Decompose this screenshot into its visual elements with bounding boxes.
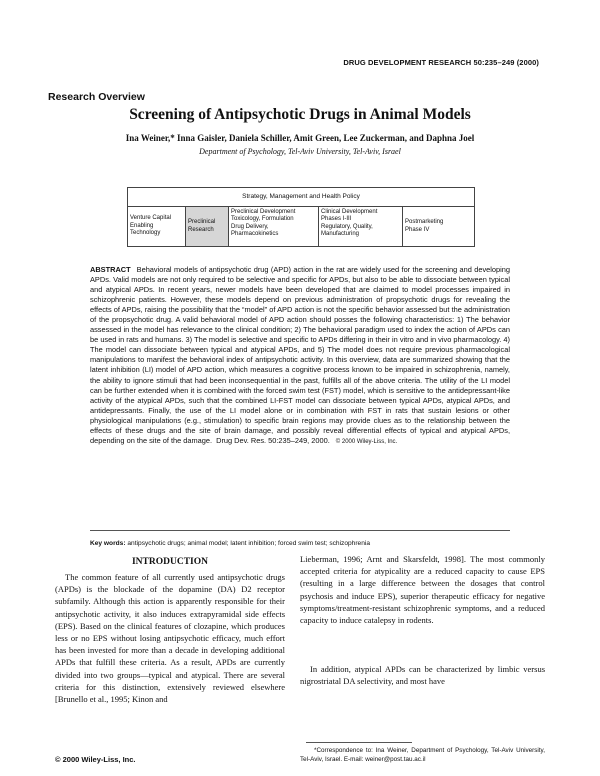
stage-line: Toxicology, Formulation <box>231 216 294 223</box>
stage-line: Postmarketing <box>405 219 444 226</box>
abstract <box>90 265 510 447</box>
stage-line: Clinical Development <box>321 209 378 215</box>
stage-line: Phases I-III <box>321 216 352 223</box>
footnote-divider <box>306 742 412 743</box>
stage-line: Venture Capital <box>130 215 172 222</box>
stage-line: Research <box>188 226 214 233</box>
pipeline-stage <box>403 207 474 246</box>
body-column-right-paragraph: In addition, atypical APDs can be characterized by limbic versus nigrostriatal DA selectivity, and most have <box>300 664 545 687</box>
stage-line: Preclinical <box>188 219 216 226</box>
stage-line: Regulatory, Quality, <box>321 223 373 230</box>
article-title: Screening of Antipsychotic Drugs in Animal Models <box>129 106 471 123</box>
page-copyright: © 2000 Wiley-Liss, Inc. <box>55 755 136 764</box>
drug-development-pipeline <box>127 187 475 247</box>
pipeline-stage <box>319 207 403 246</box>
abstract-citation: Drug Dev. Res. 50:235–249, 2000. <box>216 435 330 445</box>
section-label: Research Overview <box>48 91 145 103</box>
correspondence-footnote: *Correspondence to: Ina Weiner, Department of Psychology, Tel-Aviv University, Tel-Aviv, Israel. E-mail: weiner@post.tau.ac.il <box>300 747 545 763</box>
stage-line: Enabling <box>130 222 154 229</box>
abstract-text: Behavioral models of antipsychotic drug (APD) action in the rat are widely used for the screening and developing APDs. Valid models are not only required to be selective and specific for APDs, but also to be able to dissociate between typical and atypical APDs. In recent years, newer models have been developed that are claimed to model processes impaired in schizophrenic patients. However, these models depend on previous administration of propsychotic drugs for revealing the effects of APDs, raising the possibility that the “model” of APD action is not the specific behavior assessed but the administration of the propsychotic drug. A valid behavioral model of APD action should posses the following characteristics: 1) The behavior assessed in the model has relevance to the clinical condition; 2) The behavioral paradigm used to index the action of APDs can be used in rats and humans. 3) The model is selective and specific to APDs differing in their in vitro and in vivo pharmacology. 4) The model can dissociate between typical and atypical APDs, and 5) The model does not require previous pharmacological manipulations to manifest the behavioral index of antipsychotic activity. In this overview, data are summarized showing that the latent inhibition (LI) model of APD action, which measures a cognitive process known to be impaired in schizophrenia, namely, the ability to ignore stimuli that had been inconsequential in the past, fulfills all of the above criteria. The utility of the LI model can be further extended when it is combined with the forced swim test (FST) model, which is sensitive to the antidepressant-like activity of the atypical APDs, such that the combined LI-FST model can dissociate between typical APDs, atypical APDs, and antidepressants. Finally, the use of the LI model alone or in combination with FST in rats that sustain lesions or other physiological manipulations (e.g., stimulation) to specific brain regions may provide clues as to the relationship between the effects of these drugs and the site of brain damage, and possibly reveal differential effects of typical and atypical APDs, depending on the site of the damage. <box>90 265 510 445</box>
keywords-label: Key words: <box>90 540 126 547</box>
keywords-divider <box>90 530 510 531</box>
pipeline-stage <box>229 207 319 246</box>
pipeline-stage <box>128 207 186 246</box>
keywords <box>90 540 510 547</box>
abstract-label: ABSTRACT <box>90 265 131 274</box>
authors: Ina Weiner,* Inna Gaisler, Daniela Schiller, Amit Green, Lee Zuckerman, and Daphna Joel <box>125 133 475 143</box>
stage-line: Phase IV <box>405 226 430 233</box>
running-head: DRUG DEVELOPMENT RESEARCH 50:235–249 (2000) <box>343 58 539 67</box>
keywords-text: antipsychotic drugs; animal model; latent inhibition; forced swim test; schizophrenia <box>127 540 371 547</box>
pipeline-stage-highlighted <box>186 207 229 246</box>
affiliation: Department of Psychology, Tel-Aviv University, Tel-Aviv, Israel <box>199 147 401 156</box>
body-column-right: Lieberman, 1996; Arnt and Skarsfeldt, 1998]. The most commonly accepted criteria for atypicality are a reduced capacity to cause EPS (resulting in a large difference between the dosages that control psychosis and induce EPS), superior therapeutic efficacy for negative symptoms/treatment-resistant schizophrenic symptoms, and a reduced capacity to induce catalepsy in rodents. <box>300 554 545 626</box>
pipeline-header: Strategy, Management and Health Policy <box>128 188 474 207</box>
stage-line: Manufacturing <box>321 231 360 238</box>
stage-line: Pharmacokinetics <box>231 231 279 238</box>
stage-line: Preclinical Development <box>231 209 296 215</box>
introduction-heading: INTRODUCTION <box>131 557 208 567</box>
stage-line: Technology <box>130 230 161 237</box>
abstract-copyright: © 2000 Wiley-Liss, Inc. <box>335 438 398 445</box>
stage-line: Drug Delivery, <box>231 223 269 230</box>
body-column-left: The common feature of all currently used antipsychotic drugs (APDs) is the blockade of the dopamine (DA) D2 receptor subfamily. Although this action is apparently responsible for their antipsychotic activity, it also induces extrapyramidal side effects (EPS). Based on the clinical features of clozapine, which produces less or no EPS without losing antipsychotic efficacy, much effort has been invested for more than a decade in developing additional APDs that fulfill these criteria. As a result, APDs are currently divided into two groups—typical and atypical. There are several criteria for this distinction, extensively reviewed elsewhere [Brunello et al., 1995; Kinon and <box>55 572 285 705</box>
pipeline-stages <box>128 207 474 246</box>
